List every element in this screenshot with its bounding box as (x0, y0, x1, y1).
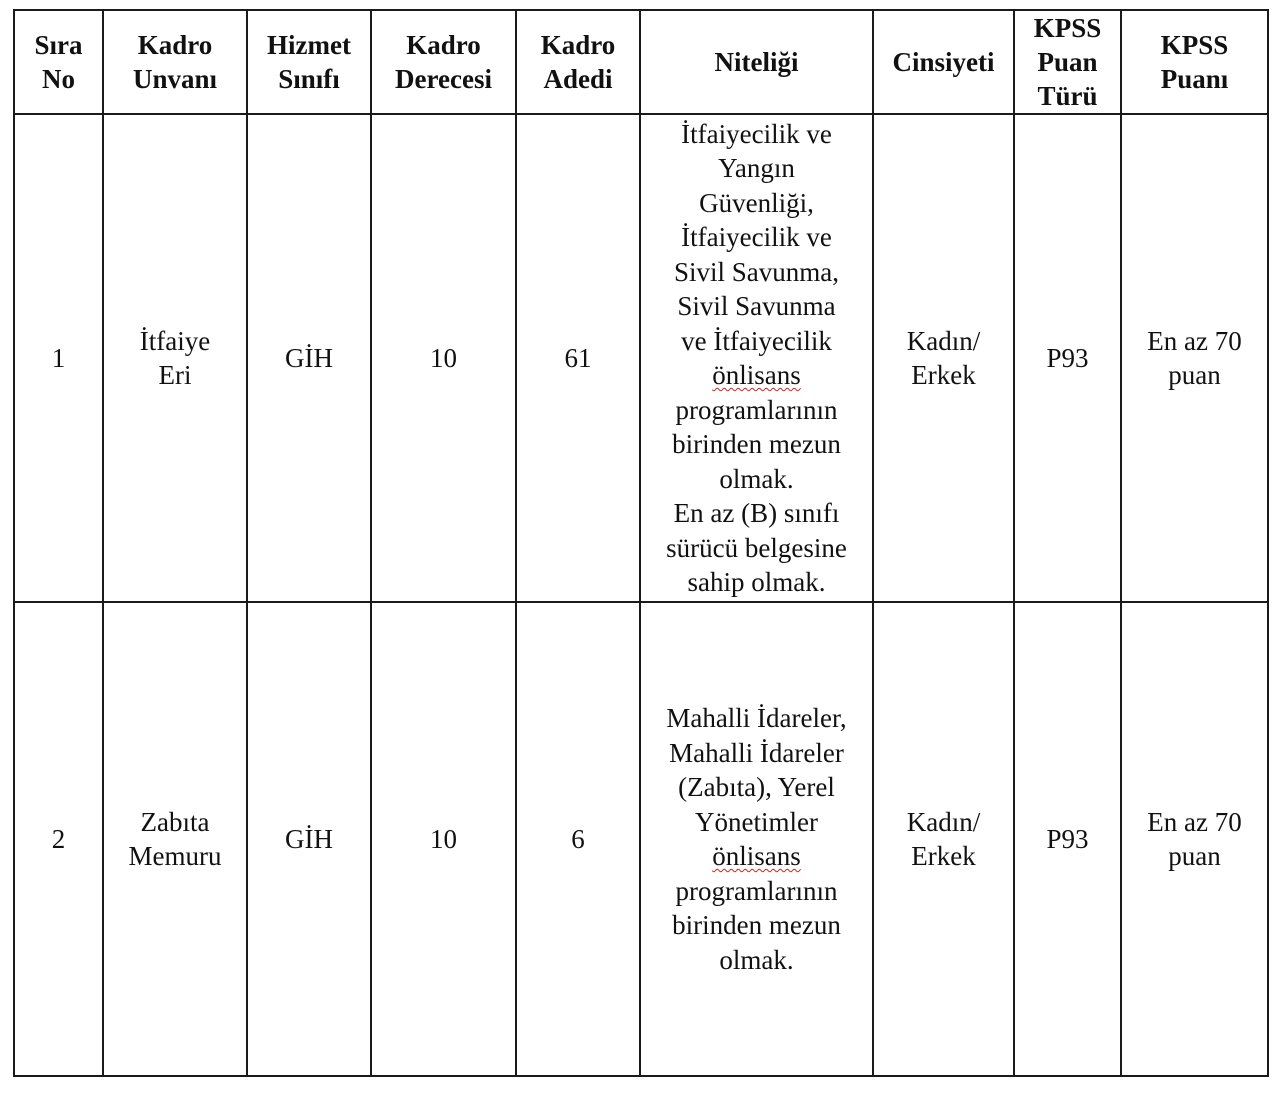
kadro-table (13, 9, 1269, 1077)
document-page (13, 9, 1269, 1077)
cell-kadro-adedi: 6 (516, 602, 640, 1076)
cell-niteligi: Mahalli İdareler, Mahalli İdareler (Zabıta), Yerel Yönetimler önlisans programlarının birinden mezun olmak. (640, 602, 873, 1076)
header-sira-no: Sıra No (14, 10, 103, 114)
spellcheck-underline: önlisans (712, 841, 801, 871)
header-kadro-unvani: Kadro Unvanı (103, 10, 247, 114)
cell-kadro-derecesi: 10 (371, 114, 516, 602)
cell-kadro-derecesi: 10 (371, 602, 516, 1076)
spellcheck-underline: önlisans (712, 360, 801, 390)
cell-sira-no: 2 (14, 602, 103, 1076)
table-row (14, 602, 1268, 1076)
header-row (14, 10, 1268, 114)
cell-hizmet-sinifi: GİH (247, 114, 371, 602)
header-kadro-derecesi: Kadro Derecesi (371, 10, 516, 114)
header-kpss-puani: KPSS Puanı (1121, 10, 1268, 114)
cell-kadro-adedi: 61 (516, 114, 640, 602)
cell-kpss-puani: En az 70 puan (1121, 114, 1268, 602)
header-kadro-adedi: Kadro Adedi (516, 10, 640, 114)
cell-sira-no: 1 (14, 114, 103, 602)
table-row (14, 114, 1268, 602)
header-cinsiyeti: Cinsiyeti (873, 10, 1014, 114)
cell-kadro-unvani: Zabıta Memuru (103, 602, 247, 1076)
header-niteligi: Niteliği (640, 10, 873, 114)
cell-kpss-puan-turu: P93 (1014, 114, 1121, 602)
cell-hizmet-sinifi: GİH (247, 602, 371, 1076)
header-kpss-puan-turu: KPSS Puan Türü (1014, 10, 1121, 114)
cell-cinsiyeti: Kadın/ Erkek (873, 114, 1014, 602)
cell-kpss-puani: En az 70 puan (1121, 602, 1268, 1076)
cell-cinsiyeti: Kadın/ Erkek (873, 602, 1014, 1076)
cell-kadro-unvani: İtfaiye Eri (103, 114, 247, 602)
header-hizmet-sinifi: Hizmet Sınıfı (247, 10, 371, 114)
cell-niteligi: İtfaiyecilik ve Yangın Güvenliği, İtfaiyecilik ve Sivil Savunma, Sivil Savunma ve İtfaiyecilik önlisans programlarının birinden mezun olmak. En az (B) sınıfı sürücü belgesine sahip olmak. (640, 114, 873, 602)
cell-kpss-puan-turu: P93 (1014, 602, 1121, 1076)
